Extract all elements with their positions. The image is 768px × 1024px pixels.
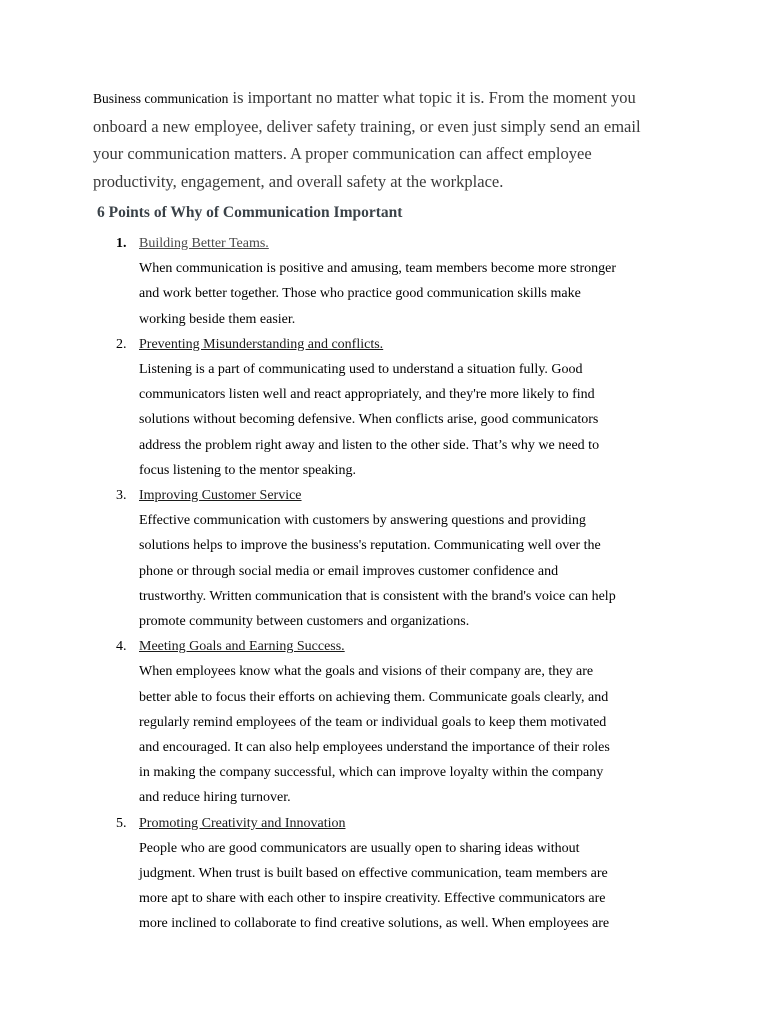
- item-line: and reduce hiring turnover.: [139, 790, 291, 806]
- item-title: Meeting Goals and Earning Success.: [139, 639, 345, 655]
- item-number: 3.: [116, 488, 127, 504]
- item-line: and encouraged. It can also help employees understand the importance of their roles: [139, 740, 610, 756]
- numbered-list: [0, 231, 768, 937]
- item-number: 1.: [116, 236, 127, 251]
- item-line: People who are good communicators are usually open to sharing ideas without: [139, 840, 580, 856]
- item-line: more apt to share with each other to inspire creativity. Effective communicators are: [139, 891, 606, 907]
- list-item: [0, 634, 768, 810]
- item-line: in making the company successful, which can improve loyalty within the company: [139, 765, 604, 781]
- item-title: Building Better Teams.: [139, 236, 269, 251]
- item-body: [139, 836, 768, 937]
- intro-paragraph: [93, 84, 693, 195]
- intro-line-3: your communication matters. A proper communication can affect employee: [93, 144, 592, 163]
- item-line: regularly remind employees of the team or individual goals to keep them motivated: [139, 714, 607, 730]
- item-line: phone or through social media or email improves customer confidence and: [139, 563, 559, 579]
- item-line: solutions helps to improve the business's reputation. Communicating well over the: [139, 538, 601, 554]
- item-line: Listening is a part of communicating used to understand a situation fully. Good: [139, 362, 583, 378]
- intro-line-1: [93, 84, 693, 113]
- item-number: 2.: [116, 336, 127, 352]
- list-item: [0, 231, 768, 332]
- item-line: solutions without becoming defensive. When conflicts arise, good communicators: [139, 412, 599, 428]
- item-line: better able to focus their efforts on achieving them. Communicate goals clearly, and: [139, 689, 609, 705]
- item-line: trustworthy. Written communication that is consistent with the brand's voice can help: [139, 588, 616, 604]
- list-item: [0, 483, 768, 634]
- item-body: [139, 256, 768, 332]
- item-number: 4.: [116, 639, 127, 655]
- item-number: 5.: [116, 815, 127, 831]
- item-line: and work better together. Those who practice good communication skills make: [139, 286, 581, 302]
- item-line: address the problem right away and listen to the other side. That’s why we need to: [139, 437, 600, 453]
- item-line: judgment. When trust is built based on effective communication, team members are: [139, 866, 608, 882]
- item-body: [139, 508, 768, 634]
- item-line: communicators listen well and react appropriately, and they're more likely to find: [139, 387, 595, 403]
- intro-lead: Business communication: [93, 91, 229, 106]
- item-line: working beside them easier.: [139, 311, 296, 327]
- item-line: promote community between customers and organizations.: [139, 614, 470, 630]
- item-body: [139, 659, 768, 810]
- intro-text: is important no matter what topic it is. From the moment you: [228, 88, 636, 107]
- item-line: more inclined to collaborate to find creative solutions, as well. When employees are: [139, 916, 610, 932]
- item-body: [139, 357, 768, 483]
- section-heading: 6 Points of Why of Communication Important: [97, 204, 403, 221]
- list-item: [0, 332, 768, 483]
- item-line: When employees know what the goals and visions of their company are, they are: [139, 664, 594, 680]
- item-title: Preventing Misunderstanding and conflicts.: [139, 336, 384, 352]
- intro-line-4: productivity, engagement, and overall safety at the workplace.: [93, 171, 504, 191]
- item-title: Improving Customer Service: [139, 488, 302, 504]
- intro-line-2: onboard a new employee, deliver safety training, or even just simply send an email: [93, 116, 641, 136]
- item-line: When communication is positive and amusing, team members become more stronger: [139, 261, 617, 277]
- item-line: Effective communication with customers by answering questions and providing: [139, 513, 586, 529]
- list-item: [0, 811, 768, 937]
- item-title: Promoting Creativity and Innovation: [139, 815, 346, 831]
- item-line: focus listening to the mentor speaking.: [139, 462, 356, 478]
